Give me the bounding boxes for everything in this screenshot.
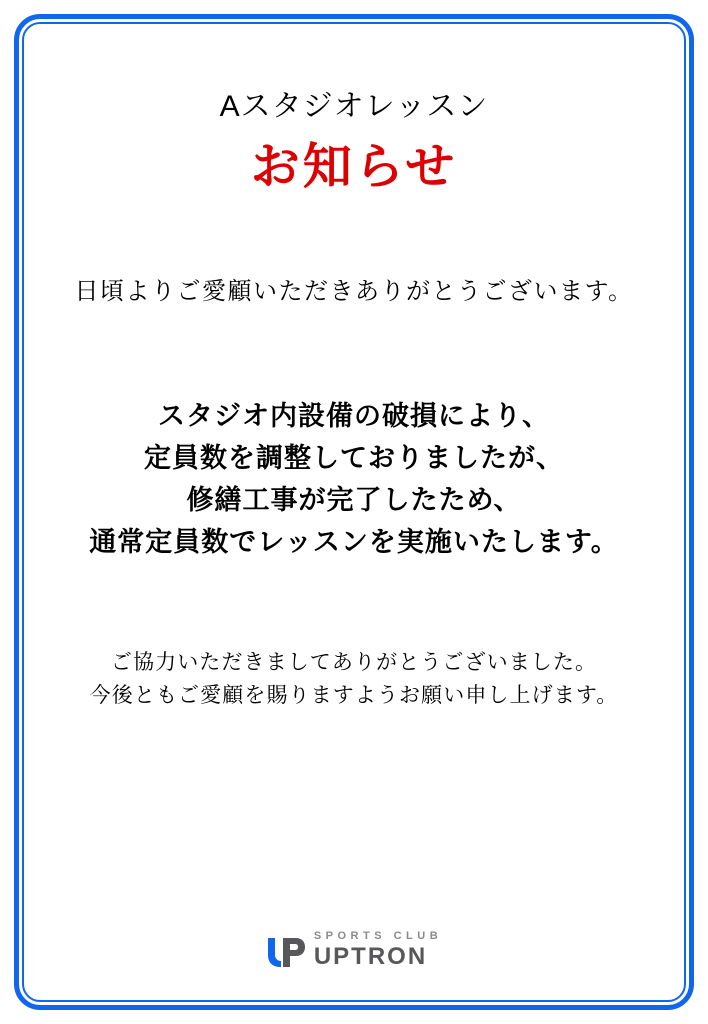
brand-logo — [40, 931, 668, 970]
page-title: Aスタジオレッスン — [219, 90, 489, 123]
body-line: 通常定員数でレッスンを実施いたします。 — [89, 526, 619, 557]
body-line: スタジオ内設備の破損により、 — [158, 401, 550, 432]
headline: お知らせ — [250, 139, 458, 194]
closing-line: 今後ともご愛顧を賜りますようお願い申し上げます。 — [89, 684, 619, 708]
logo-subtitle: SPORTS CLUB — [313, 930, 443, 942]
body-line: 修繕工事が完了したため、 — [186, 484, 522, 515]
body-line: 定員数を調整しておりましたが、 — [144, 443, 564, 474]
logo-wordmark — [314, 931, 442, 970]
poster-content — [40, 40, 668, 984]
logo-name: UPTRON — [313, 943, 428, 970]
closing-text — [40, 646, 668, 713]
greeting-text: 日頃よりご愛顧いただきありがとうございます。 — [74, 278, 634, 306]
body-text — [40, 396, 668, 563]
closing-line: ご協力いただきましてありがとうございました。 — [110, 650, 598, 674]
up-monogram-icon — [266, 936, 306, 970]
